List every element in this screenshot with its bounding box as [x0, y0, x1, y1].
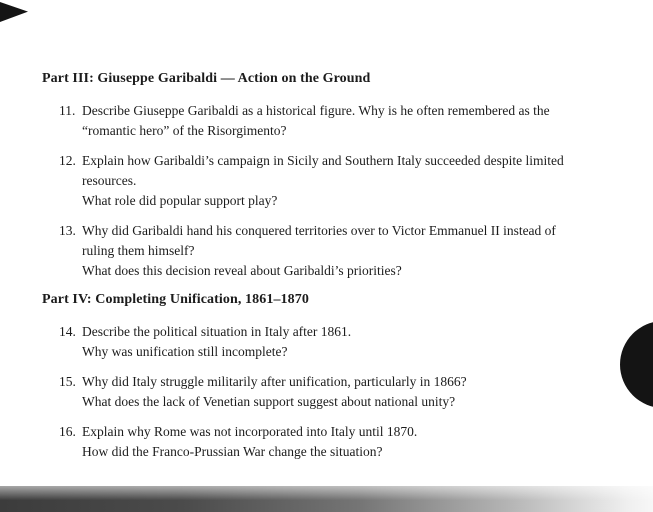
question-item	[42, 221, 632, 281]
question-line: Explain why Rome was not incorporated into Italy until 1870.	[82, 424, 418, 439]
question-text	[82, 372, 632, 412]
question-number: 13.	[59, 223, 76, 238]
question-number: 15.	[59, 374, 76, 389]
question-line: Why did Garibaldi hand his conquered territories over to Victor Emmanuel II instead of	[82, 223, 556, 238]
question-number: 16.	[59, 424, 76, 439]
question-line: What role did popular support play?	[82, 193, 278, 208]
question-text	[82, 221, 632, 281]
question-item	[42, 422, 632, 462]
question-text	[82, 322, 632, 362]
section-heading: Part IV: Completing Unification, 1861–1870	[42, 292, 309, 307]
question-line: Explain how Garibaldi’s campaign in Sicily and Southern Italy succeeded despite limited	[82, 153, 564, 168]
question-line: Describe the political situation in Italy after 1861.	[82, 324, 352, 339]
question-line: Why was unification still incomplete?	[82, 344, 288, 359]
question-text	[82, 101, 632, 141]
question-item	[42, 151, 632, 211]
question-number: 12.	[59, 153, 76, 168]
question-item	[42, 322, 632, 362]
question-line: “romantic hero” of the Risorgimento?	[82, 123, 287, 138]
question-item	[42, 101, 632, 141]
question-line: How did the Franco-Prussian War change the situation?	[82, 444, 383, 459]
question-line: What does this decision reveal about Garibaldi’s priorities?	[82, 263, 402, 278]
question-line: Why did Italy struggle militarily after unification, particularly in 1866?	[82, 374, 467, 389]
question-line: resources.	[82, 173, 137, 188]
question-text	[82, 422, 632, 462]
document-content	[42, 70, 632, 472]
corner-wedge-decoration	[0, 2, 28, 22]
question-number: 14.	[59, 324, 76, 339]
question-item	[42, 372, 632, 412]
question-number: 11.	[59, 103, 76, 118]
question-line: ruling them himself?	[82, 243, 195, 258]
section-heading: Part III: Giuseppe Garibaldi — Action on the Ground	[42, 71, 371, 86]
bottom-shadow-gradient	[0, 486, 653, 512]
question-line: What does the lack of Venetian support suggest about national unity?	[82, 394, 456, 409]
question-line: Describe Giuseppe Garibaldi as a historical figure. Why is he often remembered as the	[82, 103, 550, 118]
question-text	[82, 151, 632, 211]
